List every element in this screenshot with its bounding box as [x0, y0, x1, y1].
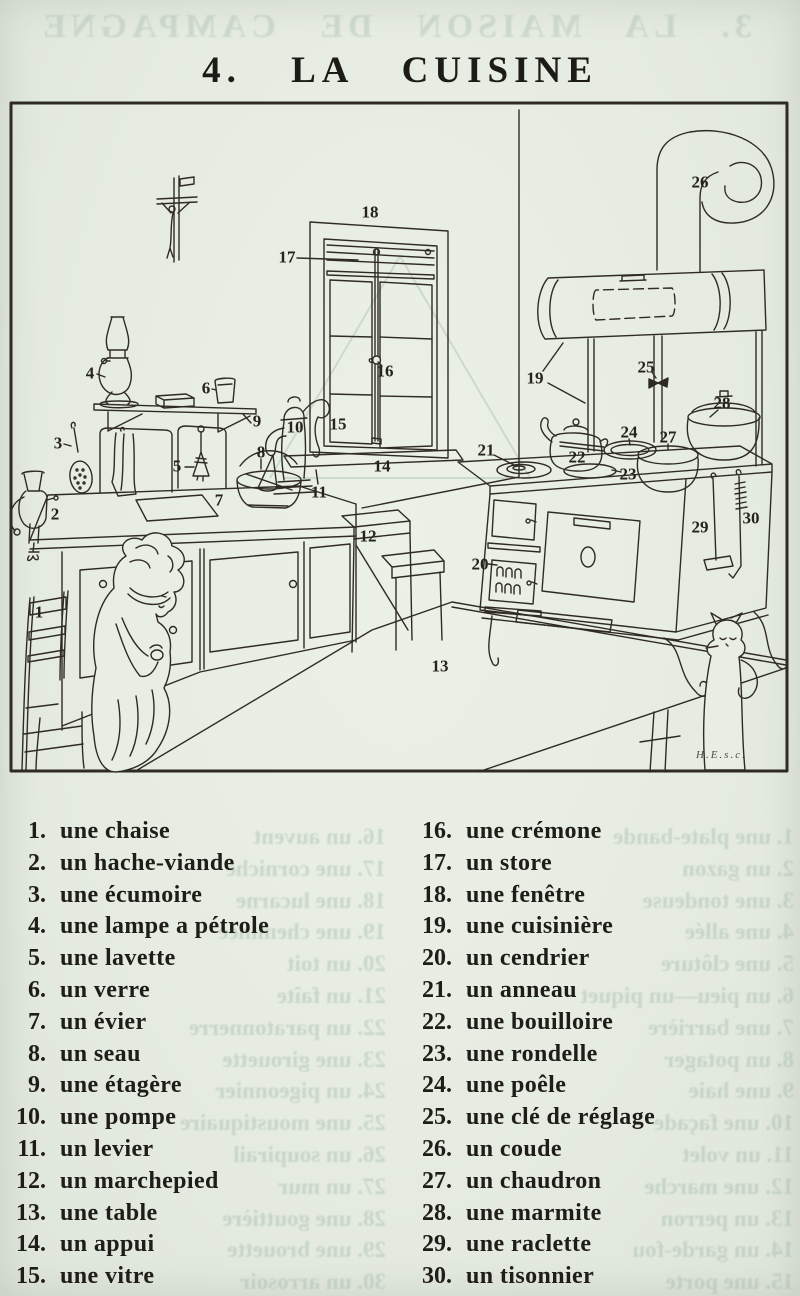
figure-label: 7: [214, 490, 224, 510]
figure-label: 14: [373, 456, 391, 476]
vocab-item: [400, 1168, 798, 1200]
bleedthrough-line: 27. un mur: [278, 1173, 386, 1199]
figure-label: 23: [619, 464, 637, 484]
vocab-item: [0, 977, 398, 1009]
vocab-term: un marchepied: [60, 1167, 219, 1194]
bleedthrough-line: 4. une allée: [684, 919, 794, 945]
bleedthrough-line: 29. une brouette: [227, 1237, 386, 1263]
vocab-term: une raclette: [466, 1231, 592, 1258]
bleedthrough-line: 28. une gouttière: [222, 1205, 386, 1231]
figure-label: 12: [359, 526, 377, 546]
bleedthrough-line: 24. un pigeonnier: [215, 1078, 386, 1104]
vocab-term: une bouilloire: [466, 1008, 614, 1035]
figure-label: 28: [713, 393, 731, 413]
vocab-column-left: [0, 818, 398, 1295]
vocab-item: [0, 1200, 398, 1232]
vocab-number: 27.: [422, 1167, 452, 1194]
figure-label: 6: [201, 378, 211, 398]
vocab-term: un verre: [60, 976, 151, 1003]
vocab-term: une fenêtre: [466, 881, 586, 908]
vocab-number: 4.: [28, 913, 46, 940]
bleedthrough-line: 30. un arrosoir: [240, 1269, 386, 1295]
vocab-number: 23.: [422, 1040, 452, 1067]
artist-signature: H.E.s.c.: [696, 749, 747, 761]
vocab-number: 13.: [16, 1199, 46, 1226]
figure-label: 3: [53, 433, 63, 453]
bleedthrough-line: 6. un pieu—un piquet: [580, 982, 794, 1008]
vocab-column-right: [400, 818, 798, 1295]
vocab-item: [400, 1200, 798, 1232]
bleedthrough-line: 13. un perron: [660, 1205, 794, 1231]
vocab-term: un hache-viande: [60, 849, 235, 876]
figure-label: 9: [252, 411, 262, 431]
bleedthrough-line: 12. une marche: [644, 1173, 794, 1199]
bleedthrough-line: 14. un garde-fou: [632, 1237, 794, 1263]
vocab-item: [0, 1072, 398, 1104]
vocab-number: 10.: [16, 1104, 46, 1131]
bleedthrough-line: 11. un volet: [682, 1141, 794, 1167]
vocab-number: 19.: [422, 913, 452, 940]
bleedthrough-title: 3. LA MAISON DE CAMPAGNE: [38, 8, 752, 45]
vocab-number: 12.: [16, 1167, 46, 1194]
vocab-item: [0, 913, 398, 945]
vocab-term: un chaudron: [466, 1167, 602, 1194]
vocab-number: 14.: [16, 1231, 46, 1258]
vocab-term: une lampe a pétrole: [60, 913, 270, 940]
vocab-item: [400, 882, 798, 914]
vocab-item: [0, 1231, 398, 1263]
vocab-item: [400, 1104, 798, 1136]
bleedthrough-line: 21. un faîte: [276, 982, 386, 1008]
vocab-term: une cuisinière: [466, 913, 614, 940]
vocab-item: [400, 1263, 798, 1295]
figure-label: 17: [278, 247, 296, 267]
figure-labels: [8, 100, 790, 775]
vocab-item: [0, 945, 398, 977]
vocab-term: un évier: [60, 1008, 147, 1035]
vocab-number: 5.: [28, 945, 46, 972]
vocab-number: 17.: [422, 849, 452, 876]
vocab-number: 18.: [422, 881, 452, 908]
bleedthrough-line: 5. une clôture: [660, 951, 794, 977]
vocab-item: [0, 1168, 398, 1200]
figure-label: 24: [620, 422, 638, 442]
vocab-term: une écumoire: [60, 881, 203, 908]
vocab-item: [400, 945, 798, 977]
vocab-term: une table: [60, 1199, 158, 1226]
page-title: 4. LA CUISINE: [202, 49, 598, 91]
vocab-term: une vitre: [60, 1263, 155, 1290]
bleedthrough-line: 25. une moustiquaire: [180, 1110, 386, 1136]
vocab-term: une lavette: [60, 945, 176, 972]
figure-label: 5: [172, 456, 182, 476]
vocab-item: [0, 1104, 398, 1136]
figure-label: 11: [310, 482, 328, 502]
vocab-number: 25.: [422, 1104, 452, 1131]
vocab-number: 8.: [28, 1040, 46, 1067]
vocab-number: 2.: [28, 849, 46, 876]
vocab-item: [400, 1072, 798, 1104]
vocab-item: [0, 850, 398, 882]
vocab-item: [400, 1009, 798, 1041]
vocab-number: 20.: [422, 945, 452, 972]
bleedthrough-line: 8. un potager: [664, 1046, 794, 1072]
figure-label: 15: [329, 414, 347, 434]
vocab-item: [0, 1009, 398, 1041]
bleedthrough-line: 3. une tondeuse: [642, 887, 794, 913]
bleedthrough-line: 22. un paratonnerre: [189, 1014, 386, 1040]
vocab-item: [0, 882, 398, 914]
vocab-number: 28.: [422, 1199, 452, 1226]
vocab-term: un levier: [60, 1135, 154, 1162]
vocab-number: 29.: [422, 1231, 452, 1258]
vocab-number: 21.: [422, 976, 452, 1003]
bleedthrough-line: 1. une plate-bande: [613, 824, 794, 849]
vocab-term: une poêle: [466, 1072, 567, 1099]
vocab-item: [0, 818, 398, 850]
vocab-term: une marmite: [466, 1199, 602, 1226]
bleedthrough-line: 18. une lucarne: [235, 887, 386, 913]
vocab-number: 16.: [422, 818, 452, 844]
vocab-term: une pompe: [60, 1104, 177, 1131]
vocab-term: une rondelle: [466, 1040, 598, 1067]
figure-label: 16: [376, 361, 394, 381]
figure-label: 30: [742, 508, 760, 528]
figure-label: 4: [85, 363, 95, 383]
vocab-item: [400, 913, 798, 945]
bleedthrough-line: 10. une façade: [654, 1110, 794, 1136]
vocab-item: [400, 1136, 798, 1168]
vocab-number: 9.: [28, 1072, 46, 1099]
figure-label: 27: [659, 427, 677, 447]
bleedthrough-line: 2. un gazon: [682, 855, 794, 881]
vocab-term: une clé de réglage: [466, 1104, 656, 1131]
figure-label: 20: [471, 554, 489, 574]
vocab-term: un tisonnier: [466, 1263, 595, 1290]
vocab-item: [0, 1136, 398, 1168]
bleedthrough-line: 19. une cheminée: [217, 919, 386, 945]
vocab-number: 24.: [422, 1072, 452, 1099]
vocab-item: [400, 818, 798, 850]
vocab-term: une étagère: [60, 1072, 182, 1099]
figure-label: 25: [637, 357, 655, 377]
vocab-item: [0, 1041, 398, 1073]
figure-label: 21: [477, 440, 495, 460]
figure-label: 2: [50, 504, 60, 524]
bleedthrough-line: 26. un soupirail: [233, 1141, 386, 1167]
vocab-number: 1.: [28, 818, 46, 844]
vocab-term: un appui: [60, 1231, 155, 1258]
vocab-item: [400, 1231, 798, 1263]
vocab-term: un anneau: [466, 976, 577, 1003]
figure-label: 26: [691, 172, 709, 192]
figure-label: 1: [34, 602, 44, 622]
vocab-term: un cendrier: [466, 945, 590, 972]
vocab-item: [400, 850, 798, 882]
vocab-term: une chaise: [60, 818, 171, 844]
vocab-item: [0, 1263, 398, 1295]
vocab-number: 15.: [16, 1263, 46, 1290]
figure-label: 8: [256, 442, 266, 462]
vocab-item: [400, 977, 798, 1009]
vocab-number: 3.: [28, 881, 46, 908]
figure-label: 22: [568, 447, 586, 467]
figure-label: 29: [691, 517, 709, 537]
vocab-term: une crémone: [466, 818, 602, 844]
figure-label: 18: [361, 202, 379, 222]
figure-label: 13: [431, 656, 449, 676]
vocab-number: 7.: [28, 1008, 46, 1035]
figure-label: 19: [526, 368, 544, 388]
vocab-number: 26.: [422, 1135, 452, 1162]
bleedthrough-line: 20. un toit: [286, 951, 386, 977]
bleedthrough-line: 17. une corniche: [225, 855, 386, 881]
vocab-item: [400, 1041, 798, 1073]
vocab-number: 22.: [422, 1008, 452, 1035]
vocab-term: un coude: [466, 1135, 562, 1162]
vocab-number: 6.: [28, 976, 46, 1003]
bleedthrough-line: 7. une barrière: [648, 1014, 794, 1040]
vocab-term: un store: [466, 849, 553, 876]
bleedthrough-line: 15. une porte: [665, 1269, 794, 1295]
figure-label: 10: [286, 417, 304, 437]
bleedthrough-line: 9. une haie: [688, 1078, 794, 1104]
bleedthrough-line: 23. une girouette: [222, 1046, 386, 1072]
vocab-number: 11.: [17, 1135, 46, 1162]
vocab-term: un seau: [60, 1040, 141, 1067]
vocab-number: 30.: [422, 1263, 452, 1290]
kitchen-figure: [8, 100, 790, 775]
bleedthrough-line: 16. un auvent: [253, 824, 386, 849]
